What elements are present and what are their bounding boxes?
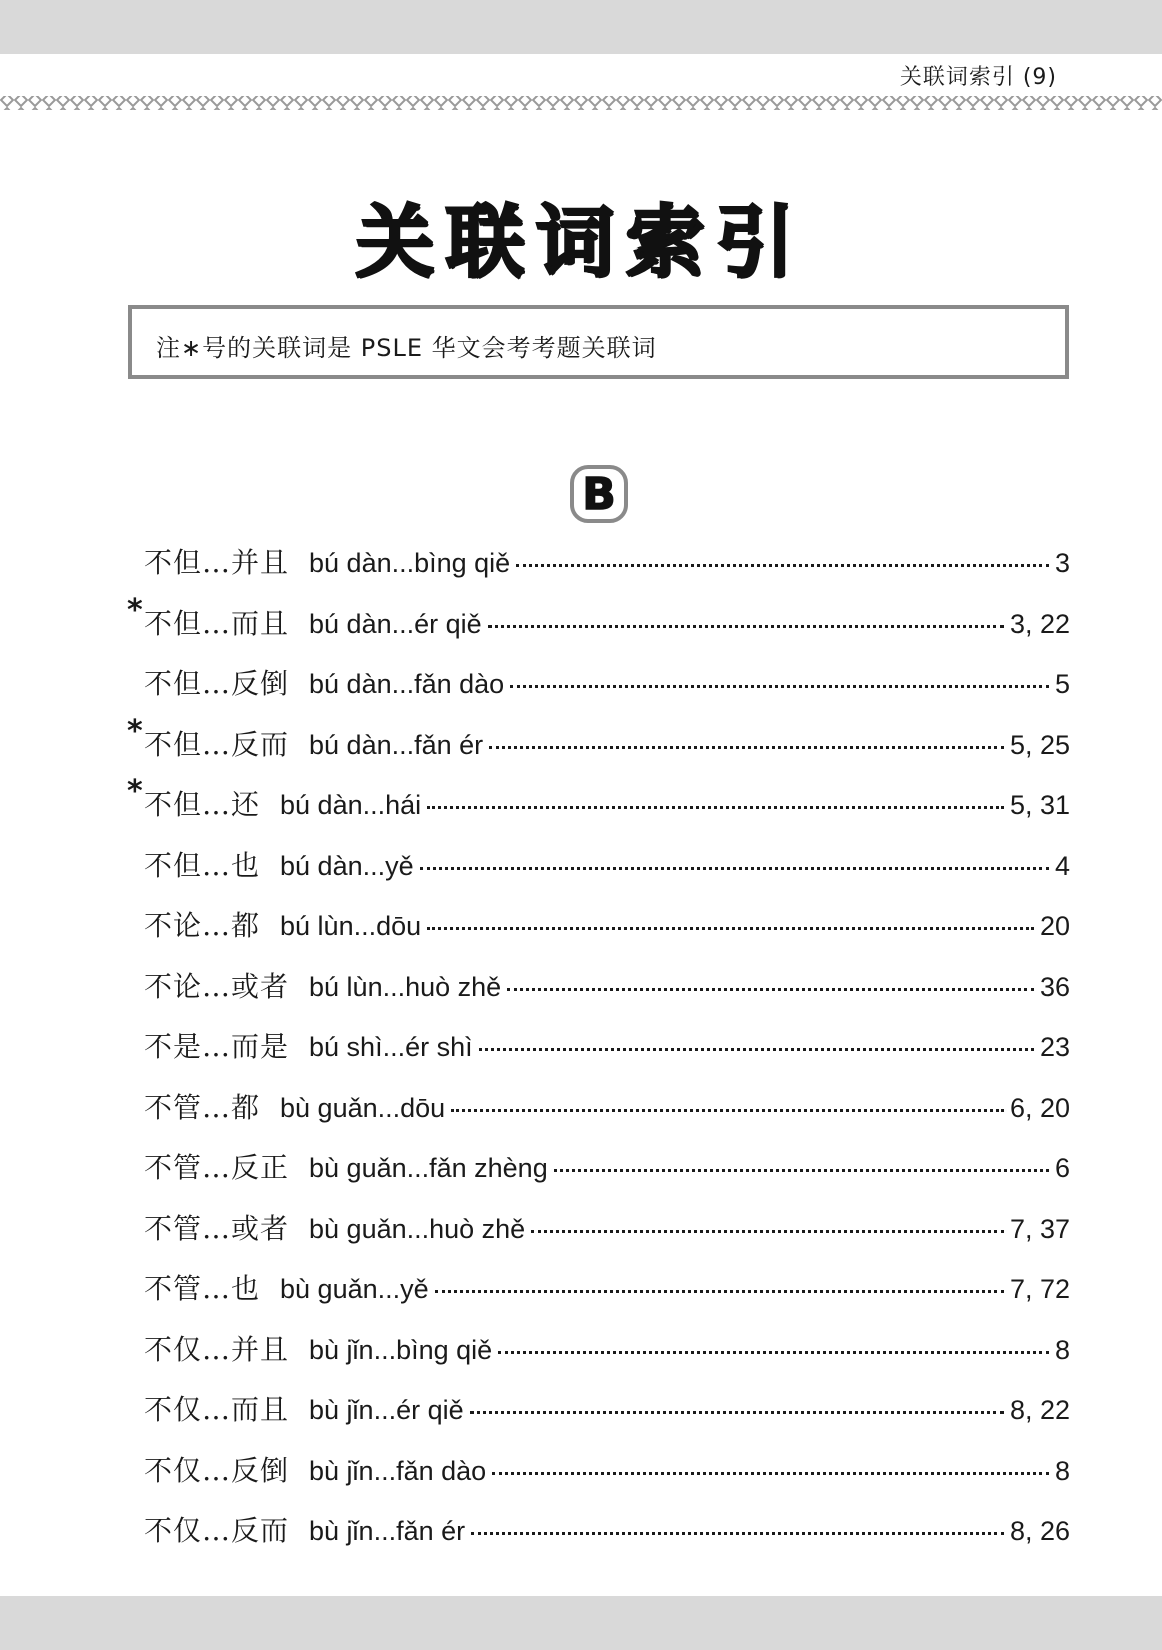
entry-page-numbers: 6 [1054,1153,1070,1183]
dot-leader [420,867,1049,870]
entry-page-numbers: 8 [1054,1334,1070,1365]
entry-term: 不但…并且 [144,546,290,579]
entry-pinyin: bù jǐn...fǎn dào [309,1455,487,1486]
entry-term: 不管…也 [144,1272,261,1305]
entry-term: 不论…都 [144,909,261,942]
dot-leader [471,1532,1004,1535]
index-entry [144,904,1070,965]
dot-leader [435,1290,1004,1293]
index-entry [144,1509,1070,1570]
entry-page-numbers: 5 [1054,669,1070,699]
entry-page-numbers: 20 [1039,911,1070,941]
index-entry [144,1449,1070,1510]
dot-leader [531,1230,1004,1233]
entry-term: 不管…或者 [144,1211,290,1245]
entry-page-numbers: 23 [1039,1032,1070,1062]
dot-leader [507,988,1034,991]
entry-term: 不是…而是 [144,1030,290,1063]
entry-term: 不但…也 [144,848,261,882]
index-list [127,541,1070,1570]
psle-star-mark: * [127,774,143,809]
entry-pinyin: bú lùn...huò zhě [309,971,502,1002]
entry-term: 不但…反而 [144,727,290,761]
entry-term: 不仅…并且 [144,1332,290,1366]
dot-leader [516,564,1049,567]
running-head: 关联词索引 (9) [899,65,1057,90]
dot-leader [427,927,1034,930]
entry-term: 不管…都 [144,1090,261,1124]
entry-pinyin: bú dàn...ér qiě [309,608,482,639]
entry-page-numbers: 5, 31 [1009,790,1070,820]
index-entry [144,1146,1070,1207]
dot-leader [451,1109,1004,1112]
entry-term: 不但…而且 [144,606,290,640]
entry-pinyin: bù jǐn...fǎn ér [309,1516,466,1546]
dot-leader [492,1472,1049,1475]
entry-pinyin: bú dàn...bìng qiě [309,548,511,578]
dot-leader [470,1411,1004,1414]
entry-page-numbers: 8, 26 [1009,1516,1070,1546]
entry-pinyin: bú dàn...fǎn ér [309,729,484,760]
index-entry [127,592,1070,663]
entry-term: 不仅…反倒 [144,1453,290,1487]
index-entry [144,844,1070,905]
entry-pinyin: bù guǎn...yě [280,1274,429,1304]
index-entry [144,1328,1070,1389]
index-entry [144,1086,1070,1147]
entry-pinyin: bú dàn...hái [280,790,422,820]
index-entry [144,541,1070,602]
entry-pinyin: bù guǎn...huò zhě [309,1213,526,1244]
entry-pinyin: bù jǐn...ér qiě [309,1395,464,1425]
entry-page-numbers: 36 [1039,971,1070,1002]
entry-pinyin: bù guǎn...fǎn zhèng [309,1153,548,1183]
entry-term: 不管…反正 [144,1151,290,1184]
dot-leader [488,625,1004,628]
note-box [128,305,1069,379]
entry-page-numbers: 4 [1054,850,1070,881]
entry-page-numbers: 7, 37 [1009,1213,1070,1244]
page-title: 关联词索引 [355,198,806,288]
index-entry [144,1207,1070,1268]
entry-term: 不论…或者 [144,969,290,1003]
note-text: 注∗号的关联词是 PSLE 华文会考考题关联词 [156,334,657,362]
index-entry [144,662,1070,723]
index-entry [144,1388,1070,1449]
entry-pinyin: bú shì...ér shì [309,1032,473,1062]
entry-page-numbers: 3, 22 [1009,608,1070,639]
dot-leader [427,806,1004,809]
entry-pinyin: bú lùn...dōu [280,911,422,941]
entry-pinyin: bú dàn...yě [280,850,414,881]
section-letter-badge: B [570,465,628,523]
entry-term: 不但…反倒 [144,667,290,700]
entry-page-numbers: 8, 22 [1009,1395,1070,1425]
dot-leader [489,746,1004,749]
index-entry [144,965,1070,1026]
index-entry [144,1025,1070,1086]
entry-pinyin: bú dàn...fǎn dào [309,669,505,699]
index-entry [127,713,1070,784]
bottom-gray-band [0,1596,1162,1650]
entry-pinyin: bù guǎn...dōu [280,1092,446,1123]
dot-leader [510,685,1049,688]
entry-page-numbers: 5, 25 [1009,729,1070,760]
dot-leader [479,1048,1034,1051]
entry-term: 不仅…反而 [144,1514,290,1547]
psle-star-mark: * [127,713,143,749]
entry-term: 不仅…而且 [144,1393,290,1426]
top-gray-band [0,0,1162,54]
entry-page-numbers: 8 [1054,1455,1070,1486]
index-entry [144,1267,1070,1328]
decorative-pattern-strip [0,93,1162,113]
dot-leader [554,1169,1049,1172]
entry-page-numbers: 6, 20 [1009,1092,1070,1123]
psle-star-mark: * [127,592,143,628]
index-entry [127,774,1070,844]
dot-leader [498,1351,1049,1354]
entry-pinyin: bù jǐn...bìng qiě [309,1334,493,1365]
entry-page-numbers: 3 [1054,548,1070,578]
entry-term: 不但…还 [144,788,261,821]
entry-page-numbers: 7, 72 [1009,1274,1070,1304]
